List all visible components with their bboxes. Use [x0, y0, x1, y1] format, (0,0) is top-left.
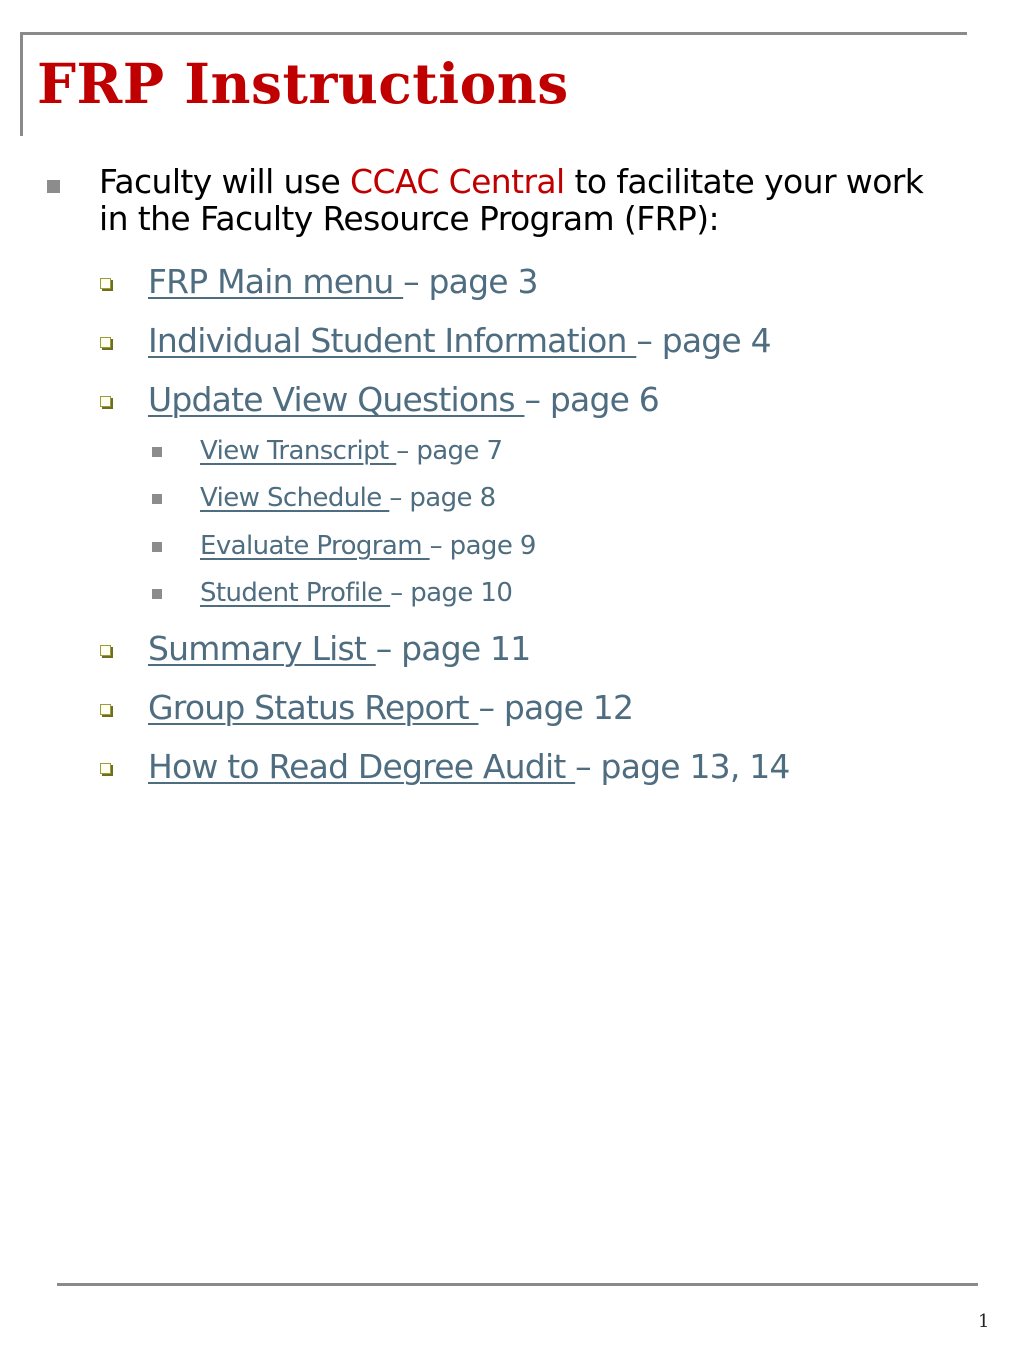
intro-text-before: Faculty will use	[99, 162, 351, 201]
title-frame-top-rule	[20, 32, 967, 35]
filled-square-bullet-icon	[152, 447, 162, 457]
filled-square-bullet-icon	[152, 542, 162, 552]
hollow-square-bullet-icon	[100, 278, 111, 289]
link-how-to-read-degree-audit[interactable]: How to Read Degree Audit	[148, 747, 576, 786]
filled-square-bullet-icon	[47, 180, 60, 193]
link-summary-list[interactable]: Summary List	[148, 629, 376, 668]
link-frp-main-menu[interactable]: FRP Main menu	[148, 262, 404, 301]
link-update-view-questions[interactable]: Update View Questions	[148, 380, 525, 419]
page-number: 1	[978, 1311, 990, 1332]
hollow-square-bullet-icon	[100, 337, 111, 348]
filled-square-bullet-icon	[152, 589, 162, 599]
page-ref: – page 4	[636, 321, 771, 360]
intro-text-after: to facilitate your work in the Faculty Resource Program (FRP):	[99, 162, 924, 238]
page-ref: – page 6	[524, 380, 659, 419]
slide-title: FRP Instructions	[37, 51, 569, 116]
ccac-central-highlight: CCAC Central	[350, 162, 565, 201]
link-student-profile[interactable]: Student Profile	[200, 578, 391, 608]
link-view-schedule[interactable]: View Schedule	[200, 483, 390, 513]
filled-square-bullet-icon	[152, 494, 162, 504]
page-ref: – page 3	[403, 262, 538, 301]
title-frame-left-rule	[20, 32, 23, 136]
link-view-transcript[interactable]: View Transcript	[200, 436, 397, 466]
hollow-square-bullet-icon	[100, 763, 111, 774]
page-ref: – page 9	[429, 531, 536, 561]
page-ref: – page 13, 14	[575, 747, 790, 786]
footer-rule	[57, 1283, 978, 1286]
hollow-square-bullet-icon	[100, 645, 111, 656]
intro-text	[99, 163, 929, 237]
link-individual-student-information[interactable]: Individual Student Information	[148, 321, 637, 360]
page-ref: – page 12	[478, 688, 634, 727]
link-group-status-report[interactable]: Group Status Report	[148, 688, 479, 727]
page-ref: – page 7	[396, 436, 503, 466]
page-ref: – page 11	[375, 629, 531, 668]
page-ref: – page 10	[390, 578, 513, 608]
link-evaluate-program[interactable]: Evaluate Program	[200, 531, 430, 561]
hollow-square-bullet-icon	[100, 704, 111, 715]
hollow-square-bullet-icon	[100, 396, 111, 407]
page-ref: – page 8	[389, 483, 496, 513]
